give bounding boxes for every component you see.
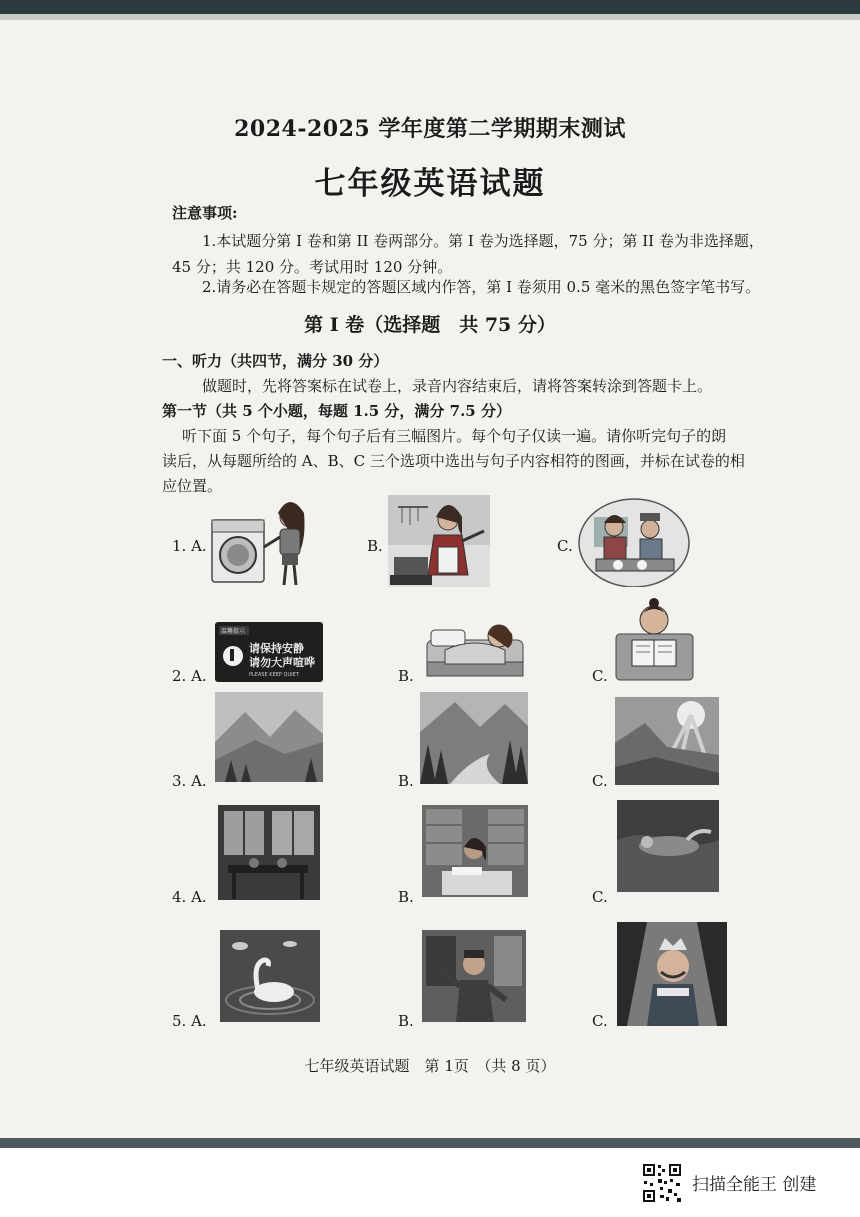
q2-label-a: 2. A. xyxy=(172,667,207,685)
q2-image-c-reading xyxy=(612,598,697,682)
q4-image-c-swimming xyxy=(617,800,719,892)
subsection-instruction-1: 听下面 5 个句子，每个句子后有三幅图片。每个句子仅读一遍。请你听完句子的朗 xyxy=(182,427,727,445)
subsection-instruction-2: 读后，从每题所给的 A、B、C 三个选项中选出与句子内容相符的图画，并标在试卷的相 xyxy=(162,452,745,470)
q1-image-b-cooking xyxy=(388,495,490,587)
part-1-title: 第 I 卷（选择题 共 75 分） xyxy=(304,314,556,336)
q4-label-a: 4. A. xyxy=(172,888,207,906)
q5-image-c-cartoon-king xyxy=(617,922,727,1026)
q3-image-c-sunny-valley xyxy=(615,697,719,785)
q1-label-c: C. xyxy=(557,537,573,555)
scanner-brand-text: 扫描全能王 创建 xyxy=(692,1175,817,1195)
q1-label-a: 1. A. xyxy=(172,537,207,555)
q3-label-c: C. xyxy=(592,772,608,790)
exam-subtitle: 七年级英语试题 xyxy=(314,166,546,202)
qr-code-icon xyxy=(642,1163,682,1203)
q1-image-a-laundry xyxy=(210,495,320,590)
q3-label-a: 3. A. xyxy=(172,772,207,790)
q1-label-b: B. xyxy=(367,537,383,555)
scan-top-edge xyxy=(0,0,860,14)
q1-image-c-family-meal xyxy=(578,495,690,587)
exam-title: 2024-2025 学年度第二学期期末测试 xyxy=(234,116,626,142)
q4-image-b-studying xyxy=(422,805,528,897)
q4-label-c: C. xyxy=(592,888,608,906)
q5-label-c: C. xyxy=(592,1012,608,1030)
listening-section-heading: 一、听力（共四节，满分 30 分） xyxy=(162,352,389,370)
scan-bottom-edge xyxy=(0,1138,860,1148)
q3-label-b: B. xyxy=(398,772,414,790)
notice-line-2: 2.请务必在答题卡规定的答题区域内作答，第 I 卷须用 0.5 毫米的黑色签字笔书写。 xyxy=(202,278,761,296)
page-footer: 七年级英语试题 第 1页 （共 8 页） xyxy=(304,1057,556,1075)
notice-line-1b: 45 分；共 120 分。考试用时 120 分钟。 xyxy=(172,258,453,276)
q4-label-b: B. xyxy=(398,888,414,906)
q2-label-c: C. xyxy=(592,667,608,685)
q5-image-a-swan xyxy=(220,930,320,1022)
sign-line-1: 请保持安静 xyxy=(249,642,304,655)
subsection-instruction-3: 应位置。 xyxy=(162,477,223,495)
notice-heading: 注意事项: xyxy=(172,204,238,222)
q2-image-a-quiet-sign xyxy=(215,622,323,682)
q2-label-b: B. xyxy=(398,667,414,685)
listening-instruction: 做题时，先将答案标在试卷上，录音内容结束后，请将答案转涂到答题卡上。 xyxy=(202,377,713,395)
sign-line-2: 请勿大声喧哗 xyxy=(249,656,315,669)
q3-image-b-forest-river xyxy=(420,692,528,784)
notice-line-1: 1.本试题分第 I 卷和第 II 卷两部分。第 I 卷为选择题，75 分；第 II 卷为非选择题， xyxy=(202,232,764,250)
q5-image-b-costume-figure xyxy=(422,930,526,1022)
q2-image-b-sleeping xyxy=(425,620,525,678)
q5-label-b: B. xyxy=(398,1012,414,1030)
sign-badge-text: 温馨提示 xyxy=(221,628,246,635)
q3-image-a-mountains xyxy=(215,692,323,782)
sign-line-3: PLEASE KEEP QUIET xyxy=(249,672,299,678)
subsection-heading: 第一节（共 5 个小题，每题 1.5 分，满分 7.5 分） xyxy=(162,402,511,420)
q4-image-a-library xyxy=(218,805,320,900)
q5-label-a: 5. A. xyxy=(172,1012,207,1030)
